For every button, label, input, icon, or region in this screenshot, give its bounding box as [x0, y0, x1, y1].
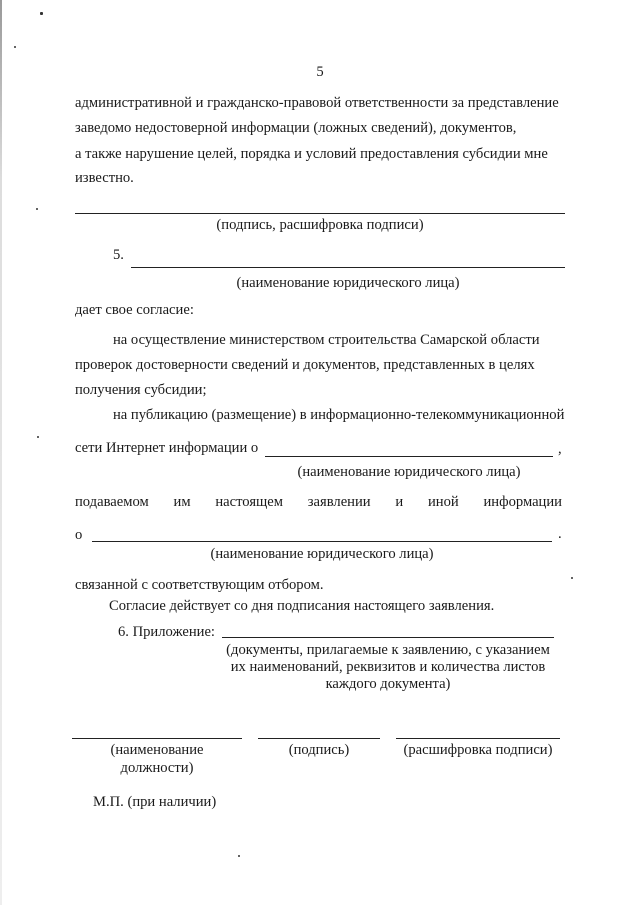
selection-line: связанной с соответствующим отбором.: [75, 577, 324, 593]
sign-decode-caption: (расшифровка подписи): [403, 742, 553, 758]
consent-check-line-3: получения субсидии;: [75, 382, 207, 398]
item5-number: 5.: [113, 247, 124, 263]
scan-speck: [238, 855, 240, 857]
word: им: [173, 494, 191, 510]
submitted-line: [75, 493, 562, 511]
attachments-caption-1: (документы, прилагаемые к заявлению, с указанием: [226, 642, 550, 658]
about-o: о: [75, 527, 83, 543]
scan-speck: [40, 12, 43, 15]
word: подаваемом: [75, 494, 149, 510]
position-caption-2: должности): [120, 760, 194, 776]
legal-entity-caption-3: (наименование юридического лица): [210, 546, 434, 562]
word: настоящем: [215, 494, 283, 510]
internet-prefix: сети Интернет информации о: [75, 440, 259, 456]
legal-entity-caption: (наименование юридического лица): [236, 275, 460, 291]
word: иной: [427, 494, 459, 510]
sign-caption: (подпись): [288, 742, 350, 758]
internet-info-line: [265, 456, 553, 457]
intro-line-2: заведомо недостоверной информации (ложных сведений), документов,: [75, 120, 517, 136]
intro-line-1: административной и гражданско-правовой ответственности за представление: [75, 95, 559, 111]
word: и: [395, 494, 404, 510]
attachments-line: [222, 637, 554, 638]
intro-line-4: известно.: [75, 170, 134, 186]
consent-publish-line: на публикацию (размещение) в информационно-телекоммуникационной: [113, 407, 565, 423]
position-caption-1: (наименование: [110, 742, 204, 758]
scan-speck: [37, 436, 39, 438]
page-number: 5: [316, 64, 324, 80]
word: заявлении: [307, 494, 371, 510]
stamp-note: М.П. (при наличии): [93, 794, 217, 810]
scan-speck: [14, 46, 16, 48]
sign-line: [258, 738, 380, 739]
consent-intro: дает свое согласие:: [75, 302, 194, 318]
consent-validity: Согласие действует со дня подписания настоящего заявления.: [109, 598, 495, 614]
scan-speck: [36, 208, 38, 210]
attachments-caption-2: их наименований, реквизитов и количества листов: [230, 659, 546, 675]
legal-entity-caption-2: (наименование юридического лица): [297, 464, 521, 480]
item6-label: 6. Приложение:: [118, 624, 215, 640]
intro-line-3: а также нарушение целей, порядка и условий предоставления субсидии мне: [75, 146, 548, 162]
scan-speck: [571, 577, 573, 579]
period: .: [558, 526, 562, 542]
signature-line: [75, 213, 565, 214]
consent-check-line-1: на осуществление министерством строительства Самарской области: [113, 332, 540, 348]
legal-entity-line: [131, 267, 565, 268]
position-line: [72, 738, 242, 739]
consent-check-line-2: проверок достоверности сведений и документов, представленных в целях: [75, 357, 535, 373]
signature-caption: (подпись, расшифровка подписи): [216, 217, 424, 233]
comma: ,: [558, 441, 562, 457]
scan-edge: [0, 0, 2, 905]
sign-decode-line: [396, 738, 560, 739]
word: информации: [483, 494, 562, 510]
about-info-line: [92, 541, 552, 542]
attachments-caption-3: каждого документа): [325, 676, 451, 692]
